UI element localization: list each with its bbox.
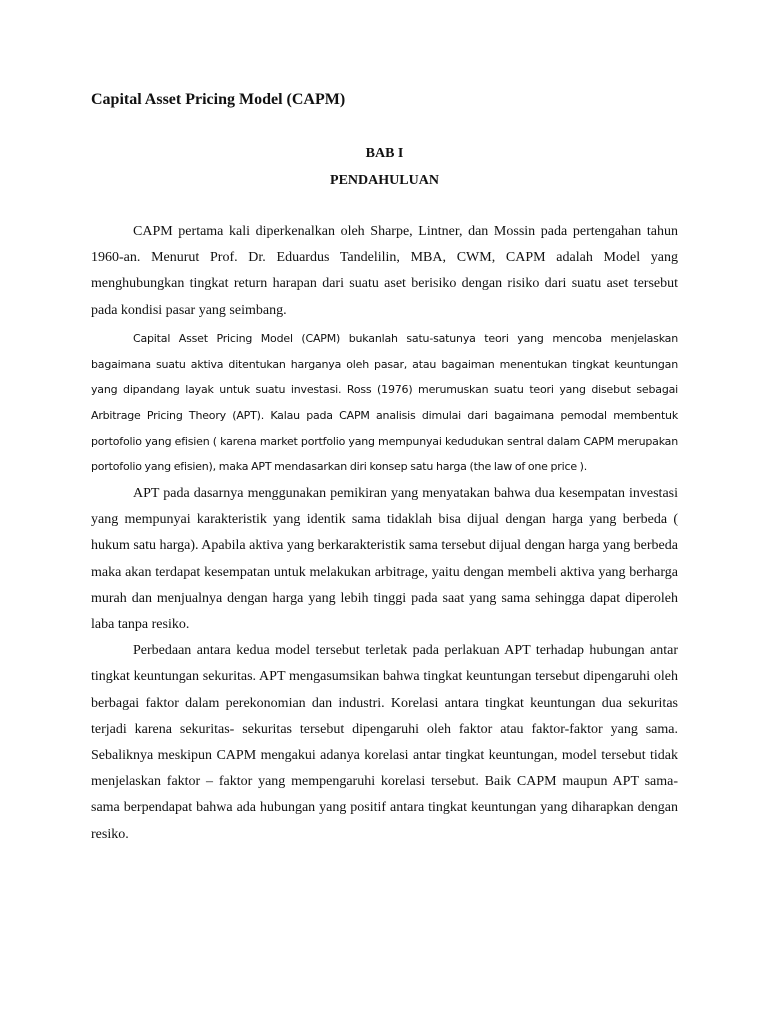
document-title: Capital Asset Pricing Model (CAPM) <box>91 91 346 108</box>
paragraph-capm-intro: CAPM pertama kali diperkenalkan oleh Sharpe, Lintner, dan Mossin pada pertengahan tahun 1960-an. Menurut Prof. Dr. Eduardus Tandelilin, MBA, CWM, CAPM adalah Model yang menghubungkan tingkat return harapan dari suatu aset berisiko dengan risiko dari suatu aset tersebut pada kondisi pasar yang seimbang. <box>91 224 678 318</box>
document-body <box>91 219 678 848</box>
paragraph-apt-basis: APT pada dasarnya menggunakan pemikiran yang menyatakan bahwa dua kesempatan investasi yang mempunyai karakteristik yang identik sama tidaklah bisa dijual dengan harga yang berbeda ( hukum satu harga). Apabila aktiva yang berkarakteristik sama tersebut dijual dengan harga yang berbeda maka akan terdapat kesempatan untuk melakukan arbitrage, yaitu dengan membeli aktiva yang berharga murah dan menjualnya dengan harga yang lebih tinggi pada saat yang sama sehingga dapat diperoleh laba tanpa resiko. <box>91 486 678 633</box>
chapter-title: PENDAHULUAN <box>330 173 439 188</box>
paragraph-model-differences: Perbedaan antara kedua model tersebut terletak pada perlakuan APT terhadap hubungan antar tingkat keuntungan sekuritas. APT mengasumsikan bahwa tingkat keuntungan tersebut dipengaruhi oleh berbagai faktor dalam perekonomian dan industri. Korelasi antara tingkat keuntungan dua sekuritas terjadi karena sekuritas- sekuritas tersebut dipengaruhi oleh faktor atau faktor-faktor yang sama. Sebaliknya meskipun CAPM mengakui adanya korelasi antar tingkat keuntungan, model tersebut tidak menjelaskan faktor – faktor yang mempengaruhi korelasi tersebut. Baik CAPM maupun APT sama-sama berpendapat bahwa ada hubungan yang positif antara tingkat keuntungan yang diharapkan dengan resiko. <box>91 643 678 842</box>
paragraph-apt-theory: Capital Asset Pricing Model (CAPM) bukanlah satu-satunya teori yang mencoba menjelaskan bagaimana suatu aktiva ditentukan harganya oleh pasar, atau bagaiman menentukan tingkat keuntungan yang dipandang layak untuk suatu investasi. Ross (1976) merumuskan suatu teori yang disebut sebagai Arbitrage Pricing Theory (APT). Kalau pada CAPM analisis dimulai dari bagaimana pemodal membentuk portofolio yang efisien ( karena market portfolio yang mempunyai kedudukan sentral dalam CAPM merupakan portofolio yang efisien), maka APT mendasarkan diri konsep satu harga (the law of one price ). <box>91 331 678 474</box>
chapter-number: BAB I <box>365 146 404 161</box>
